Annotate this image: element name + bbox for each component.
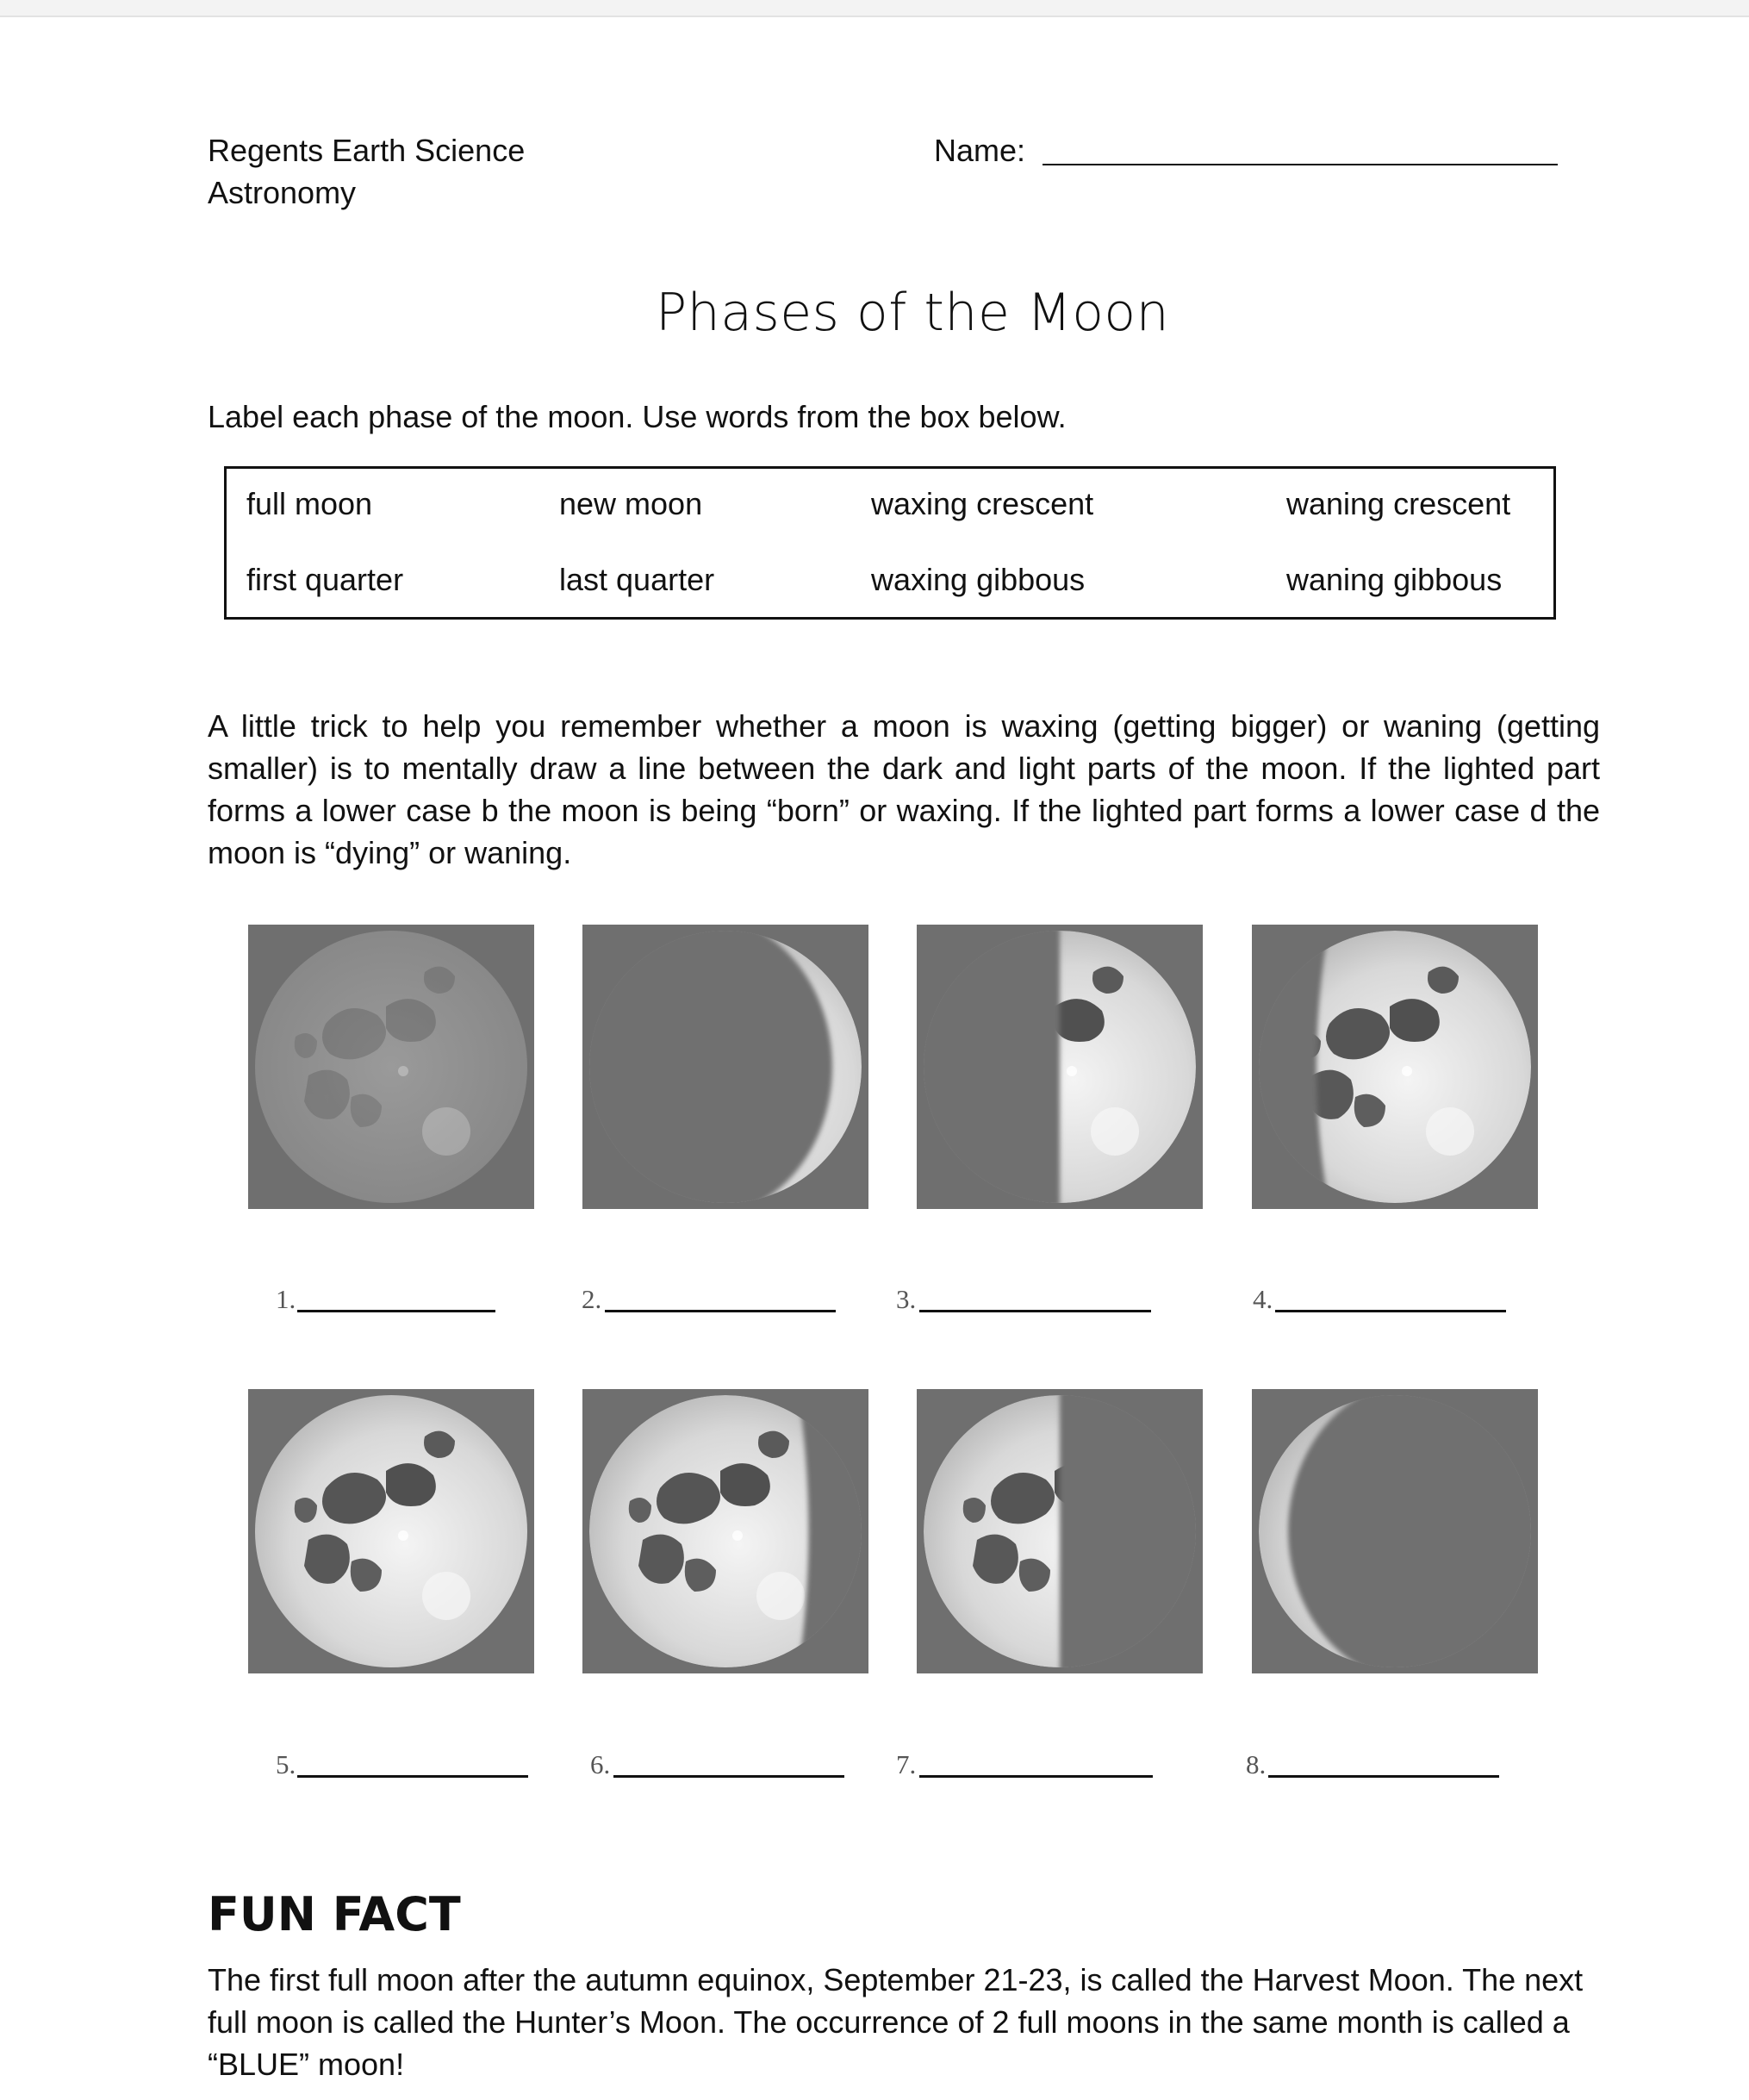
answer-number: 8.: [1246, 1749, 1267, 1779]
answer-line-1[interactable]: [297, 1310, 495, 1312]
answer-number: 4.: [1253, 1284, 1273, 1314]
word-bank-item: first quarter: [246, 562, 404, 597]
fun-fact-text: The first full moon after the autumn equinox, September 21-23, is called the Harvest Moon. The next full moon is called the Hunter’s Moon. The occurrence of 2 full moons in the same month is called a “BLUE” moon!: [208, 1962, 1584, 2082]
first-quarter-icon: [917, 925, 1203, 1209]
waxing-gibbous-icon: [1252, 925, 1538, 1209]
moon-tile-3: [917, 925, 1203, 1209]
name-label: Name:: [934, 133, 1026, 168]
answer-line-7[interactable]: [919, 1775, 1153, 1778]
word-bank-box: [224, 466, 1556, 620]
instructions: Label each phase of the moon. Use words from the box below.: [208, 399, 1067, 434]
word-bank-item: new moon: [559, 486, 703, 521]
answer-line-2[interactable]: [605, 1310, 836, 1312]
moon-tile-4: [1252, 925, 1538, 1209]
word-bank-item: waning crescent: [1286, 486, 1511, 521]
word-bank-item: waxing gibbous: [871, 562, 1086, 597]
answer-number: 5.: [276, 1749, 296, 1779]
answer-line-4[interactable]: [1275, 1310, 1506, 1312]
page-title: Phases of the Moon: [656, 283, 1170, 343]
moon-tile-7: [917, 1389, 1203, 1673]
word-bank-item: waning gibbous: [1286, 562, 1503, 597]
moon-tile-8: [1252, 1389, 1538, 1673]
moon-tile-2: [582, 925, 868, 1209]
full-moon-icon: [248, 1389, 534, 1673]
waning-crescent-icon: [1252, 1389, 1538, 1673]
answer-number: 1.: [276, 1284, 296, 1314]
answer-line-3[interactable]: [919, 1310, 1151, 1312]
answer-number: 3.: [896, 1284, 917, 1314]
fun-fact-heading: FUN FACT: [208, 1887, 461, 1941]
course-name: Regents Earth Science: [208, 133, 526, 168]
answer-line-6[interactable]: [613, 1775, 844, 1778]
moon-tile-1: [248, 925, 534, 1209]
top-bar: [0, 0, 1749, 17]
answer-number: 2.: [582, 1284, 602, 1314]
waxing-crescent-icon: [582, 925, 868, 1209]
answer-number: 6.: [590, 1749, 611, 1779]
word-bank-item: full moon: [246, 486, 373, 521]
answer-number: 7.: [896, 1749, 917, 1779]
word-bank-item: waxing crescent: [871, 486, 1094, 521]
moon-tile-6: [582, 1389, 868, 1673]
new-moon-icon: [248, 925, 534, 1209]
name-blank-line[interactable]: [1043, 164, 1558, 165]
waning-gibbous-icon: [582, 1389, 868, 1673]
answer-line-8[interactable]: [1268, 1775, 1499, 1778]
word-bank-item: last quarter: [559, 562, 715, 597]
trick-paragraph: A little trick to help you remember whether a moon is waxing (getting bigger) or waning (getting smaller) is to mentally draw a line between the dark and light parts of the moon. If the lighted part forms a lower case b the moon is being “born” or waxing. If the lighted part forms a lower case d the moon is “dying” or waning.: [208, 708, 1600, 870]
moon-tile-5: [248, 1389, 534, 1673]
unit-name: Astronomy: [208, 175, 357, 210]
last-quarter-icon: [917, 1389, 1203, 1673]
answer-line-5[interactable]: [297, 1775, 528, 1778]
